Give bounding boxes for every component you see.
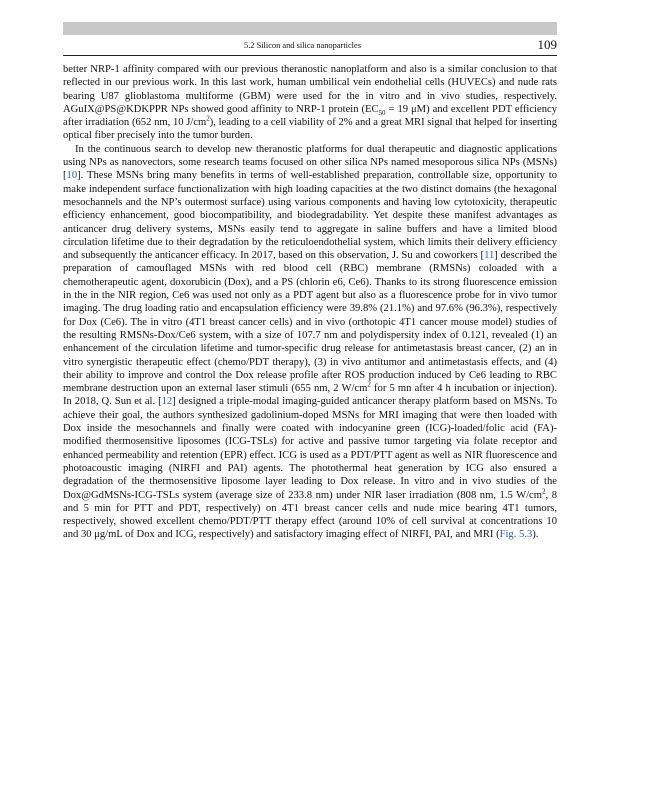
header-rule	[63, 55, 557, 56]
text-run: = 19 μM) and excellent PDT efficiency after irradiation (652 nm, 10 J/cm	[63, 103, 557, 129]
text-run: for 5 mn after 4 h incubation or injection). In 2018, Q. Sun et al. [	[63, 383, 557, 408]
text-run: ).	[532, 529, 539, 541]
paragraph	[63, 63, 557, 143]
body-text	[63, 63, 557, 542]
subscript: 50	[378, 109, 386, 117]
text-run: better NRP-1 affinity compared with our previous theranostic nanoplatform and also is a similar conclusion to that reflected in our previous work. In this last work, human umbilical vein endothelial cells (HUVECs) and nude rats bearing U87 glioblastoma multiforme (GBM) were used for the in vitro and in vivo studies, respectively. AGuIX@PS@KDKPPR NPs showed good affinity to NRP-1 protein (EC	[63, 64, 557, 115]
text-run: ] described the preparation of camouflaged MSNs with red blood cell (RBC) membrane (RMSNs) coloaded with a chemotherapeutic agent, doxorubicin (Dox), and a PS (chlorin e6, Ce6). Thanks to its strong fluorescence emission in the in the NIR region, Ce6 was used not only as a PDT agent but also as a fluorescence probe for in vivo tumor imaging. The drug loading ratio and encapsulation efficiency were 39.8% (21.1%) and 97.6% (96.3%), respectively for Dox (Ce6). The in vitro (4T1 breast cancer cells) and in vivo (orthotopic 4T1 cancer mouse model) studies of the resulting RMSNs-Dox/Ce6 system, with a size of 107.7 nm and polydispersity index of 0.121, revealed (1) an enhancement of the circulation lifetime and tumor-specific drug release for antimetastasis breast cancer, (2) an in vitro synergistic therapeutic effect (chemo/PDT therapy), (3) in vivo antitumor and antimetastasis effects, and (4) their ability to improve and control the Dox release profile after ROS production induced by Ce6 leading to RBC membrane destruction upon an external laser stimuli (655 nm, 2 W/cm	[63, 250, 558, 395]
paragraph	[63, 143, 557, 542]
superscript: 2	[542, 486, 546, 495]
text-run: ), leading to a cell viability of 2% and a great MRI signal that helped for inserting optical fiber precisely into the tumor burden.	[63, 117, 557, 142]
citation-link[interactable]: 12	[161, 396, 173, 408]
text-run: ] designed a triple-modal imaging-guided anticancer therapy platform based on MSNs. To achieve their goal, the authors synthesized gadolinium-doped MSNs for MRI imaging that were then loaded with Dox inside the mesochannels and finally were coated with indocyanine green (ICG)-loaded/folic acid (FA)-modified thermosensitive liposomes (ICG-TSLs) for active and passive tumor targeting via folate receptor and enhanced permeability and retention (EPR) effect. ICG is used as a PDT/PTT agent as well as NIR fluorescence and photoacoustic imaging (NIRFI and PAI) agents. The photothermal heat generation by ICG also ensured a degradation of the thermosensitive liposome layer leading to Dox release. In vitro and in vivo studies of the Dox@GdMSNs-ICG-TSLs system (average size of 233.8 nm) under NIR laser irradiation (808 nm, 1.5 W/cm	[63, 396, 557, 501]
superscript: 2	[206, 114, 210, 123]
citation-link[interactable]: 10	[66, 170, 78, 182]
section-title: 5.2 Silicon and silica nanoparticles	[244, 41, 361, 50]
page-number: 109	[537, 37, 557, 52]
figure-link[interactable]: Fig. 5.3	[499, 529, 533, 541]
text-run: ]. These MSNs bring many benefits in terms of well-established preparation, controllable size, opportunity to make independent surface functionalization with high loading capacities at the two distinct domains (the hexagonal mesochannels and the NP’s outermost surface) using various components and having low cytotoxicity, therapeutic efficiency enhancement, good biocompatibility, and biodegradability. Yet despite these manifest advantages as anticancer drug delivery systems, MSNs easily tend to aggregate in saline buffers and have a limited blood circulation lifetime due to their degradation by the reticuloendothelial system, which limits their delivery efficiency and subsequently the anticancer efficacy. In 2017, based on this observation, J. Su and coworkers [	[63, 170, 557, 262]
citation-link[interactable]: 11	[484, 250, 495, 262]
header-band	[63, 22, 557, 35]
superscript: 2	[367, 380, 371, 389]
text-run: In the continuous search to develop new theranostic platforms for dual therapeutic and diagnostic applications using NPs as nanovectors, some research teams focused on other silica NPs named mesoporous silica NPs (MSNs) [	[63, 143, 557, 182]
running-head	[63, 38, 557, 54]
text-run: , 8 and 5 min for PTT and PDT, respectively) on 4T1 breast cancer cells and nude mice bearing 4T1 tumors, respectively, showed excellent chemo/PDT/PTT therapy effect (around 10% of cell survival at concentrations 10 and 30 μg/mL of Dox and ICG, respectively) and satisfactory imaging effect of NIRFI, PAI, and MRI (	[63, 489, 557, 541]
